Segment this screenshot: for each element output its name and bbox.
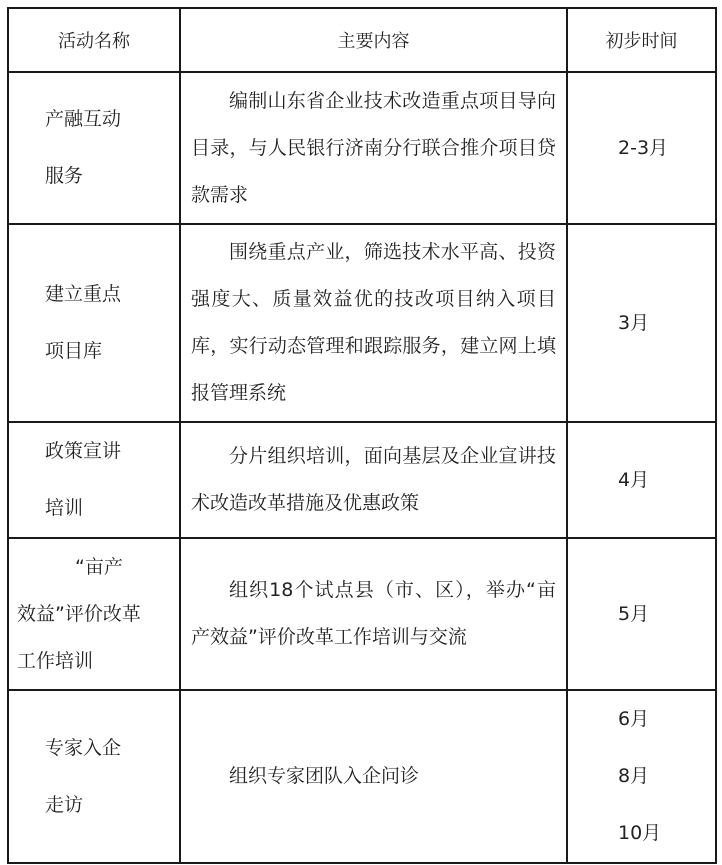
activity-table [7,7,717,864]
header-activity-name: 活动名称 [8,8,180,72]
activity-name-cell [8,224,180,422]
activity-content: 组织18个试点县（市、区），举办“亩产效益”评价改革工作培训与交流 [191,579,556,648]
activity-time: 2-3月 [618,136,669,159]
activity-time: 6月 [618,708,650,730]
activity-content: 围绕重点产业，筛选技术水平高、投资强度大、质量效益优的技改项目纳入项目库，实行动态管理和跟踪服务，建立网上填报管理系统 [191,241,556,404]
activity-content-cell [180,422,567,538]
activity-name: 产融互动 服务 [45,108,122,187]
table-row [8,690,716,863]
activity-content-cell [180,224,567,422]
activity-name: 建立重点 项目库 [45,283,122,362]
table-row [8,538,716,690]
activity-name-cell [8,538,180,690]
header-initial-time: 初步时间 [567,8,716,72]
activity-name: “亩产 效益”评价改革 工作培训 [17,555,141,672]
activity-content-cell [180,538,567,690]
table-row [8,72,716,224]
activity-time: 5月 [618,602,650,625]
activity-content-cell [180,690,567,863]
table-header-row [8,8,716,72]
activity-name: 专家入企 走访 [45,736,122,816]
activity-time-cell [567,538,716,690]
activity-time-cell [567,224,716,422]
header-main-content: 主要内容 [180,8,567,72]
table-row [8,224,716,422]
activity-content: 组织专家团队入企问诊 [229,765,420,787]
activity-content-cell [180,72,567,224]
activity-time: 10月 [618,822,662,844]
activity-time-cell [567,72,716,224]
activity-name-cell [8,422,180,538]
activity-name-cell [8,690,180,863]
activity-time: 3月 [618,311,650,334]
activity-content: 编制山东省企业技术改造重点项目导向目录，与人民银行济南分行联合推介项目贷款需求 [191,89,556,206]
activity-name: 政策宣讲 培训 [45,440,122,519]
activity-time-cell [567,422,716,538]
activity-content: 分片组织培训，面向基层及企业宣讲技术改造改革措施及优惠政策 [191,445,556,514]
activity-time: 8月 [618,765,650,787]
activity-time: 4月 [618,468,650,491]
activity-time-cell [567,690,716,863]
table-row [8,422,716,538]
activity-name-cell [8,72,180,224]
